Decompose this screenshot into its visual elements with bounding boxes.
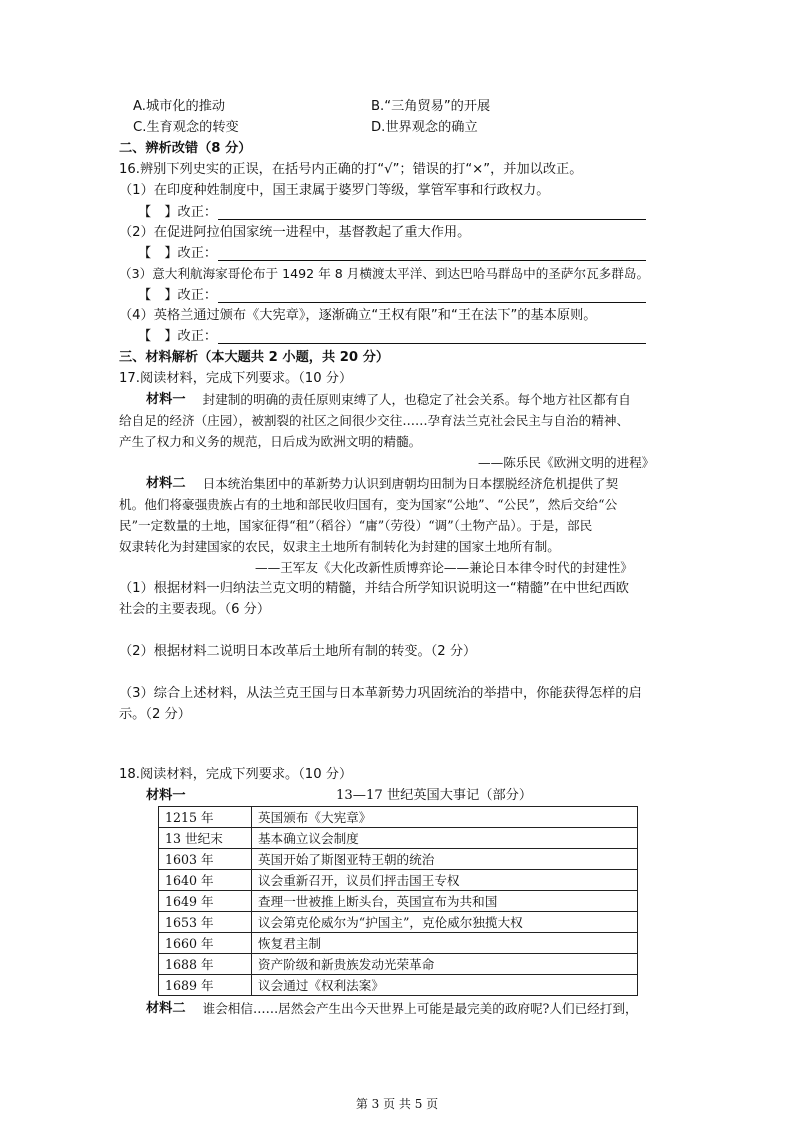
q17-stem: 17.阅读材料，完成下列要求。（10 分） bbox=[119, 371, 353, 386]
q17-material1-line3: 产生了权力和义务的规范，日后成为欧洲文明的精髓。 bbox=[119, 434, 422, 449]
q16-stem: 16.辨别下列史实的正误，在括号内正确的打“√”；错误的打“×”，并加以改正。 bbox=[119, 162, 583, 177]
q17-material1-line1: 封建制的明确的责任原则束缚了人，也稳定了社会关系。每个地方社区都有自 bbox=[190, 392, 631, 407]
table-row bbox=[159, 912, 638, 933]
q18-table-title: 13—17 世纪英国大事记（部分） bbox=[336, 788, 533, 803]
q16-item-4: （4）英格兰通过颁布《大宪章》，逐渐确立“王权有限”和“王在法下”的基本原则。 bbox=[119, 308, 597, 323]
table-row bbox=[159, 870, 638, 891]
q17-material2-line4: 奴隶转化为封建国家的农民，奴隶主土地所有制转化为封建的国家土地所有制。 bbox=[119, 539, 560, 554]
events-table bbox=[158, 806, 638, 996]
event-description: 英国颁布《大宪章》 bbox=[252, 807, 638, 828]
event-year: 1688 年 bbox=[159, 954, 252, 975]
q18-material1-label: 材料一 bbox=[146, 788, 186, 803]
option-b: B.“三角贸易”的开展 bbox=[371, 99, 491, 114]
q18-material2-line1: 谁会相信……居然会产生出今天世界上可能是最完美的政府呢?人们已经打到， bbox=[190, 1001, 638, 1016]
correction-blank-1[interactable] bbox=[218, 219, 646, 220]
option-d: D.世界观念的确立 bbox=[371, 120, 478, 135]
events-table-body bbox=[159, 807, 638, 996]
q16-item-1: （1）在印度种姓制度中，国王隶属于婆罗门等级，掌管军事和行政权力。 bbox=[119, 183, 550, 198]
table-row bbox=[159, 891, 638, 912]
table-row bbox=[159, 828, 638, 849]
event-description: 基本确立议会制度 bbox=[252, 828, 638, 849]
q17-material2-source: ——王军友《大化改新性质博弈论——兼论日本律令时代的封建性》 bbox=[255, 560, 633, 575]
q16-item-3: （3）意大利航海家哥伦布于 1492 年 8 月横渡太平洋、到达巴哈马群岛中的圣萨尔瓦多群岛。 bbox=[119, 266, 650, 281]
event-description: 恢复君主制 bbox=[252, 933, 638, 954]
correction-label-3: 【 】改正： bbox=[138, 288, 218, 303]
q17-material2-line3: 民”一定数量的土地，国家征得“租”（稻谷）“庸”（劳役）“调”（土物产品）。于是，部民 bbox=[119, 518, 593, 533]
event-year: 1689 年 bbox=[159, 975, 252, 996]
table-row bbox=[159, 807, 638, 828]
event-description: 议会第克伦威尔为“护国主”，克伦威尔独揽大权 bbox=[252, 912, 638, 933]
q17-material2-line1: 日本统治集团中的革新势力认识到唐朝均田制为日本摆脱经济危机提供了契 bbox=[190, 476, 619, 491]
q17-question1-line2: 社会的主要表现。（6 分） bbox=[119, 602, 271, 617]
option-c: C.生育观念的转变 bbox=[133, 120, 239, 135]
table-row bbox=[159, 954, 638, 975]
event-year: 13 世纪末 bbox=[159, 828, 252, 849]
correction-label-2: 【 】改正： bbox=[138, 246, 218, 261]
event-year: 1603 年 bbox=[159, 849, 252, 870]
q17-material1-label: 材料一 bbox=[146, 392, 186, 407]
event-year: 1640 年 bbox=[159, 870, 252, 891]
q17-material1-line2: 给自足的经济（庄园），被割裂的社区之间很少交往……孕育法兰克社会民主与自治的精神、 bbox=[119, 413, 630, 428]
event-description: 资产阶级和新贵族发动光荣革命 bbox=[252, 954, 638, 975]
correction-blank-2[interactable] bbox=[218, 260, 646, 261]
event-description: 英国开始了斯图亚特王朝的统治 bbox=[252, 849, 638, 870]
table-row bbox=[159, 975, 638, 996]
event-year: 1649 年 bbox=[159, 891, 252, 912]
q17-material2-label: 材料二 bbox=[146, 476, 186, 491]
table-row bbox=[159, 933, 638, 954]
q17-question1-line1: （1）根据材料一归纳法兰克文明的精髓，并结合所学知识说明这一“精髓”在中世纪西欧 bbox=[119, 581, 629, 596]
event-year: 1653 年 bbox=[159, 912, 252, 933]
q17-question3-line2: 示。（2 分） bbox=[119, 707, 191, 722]
page-footer: 第 3 页 共 5 页 bbox=[355, 1097, 439, 1111]
event-description: 议会通过《权利法案》 bbox=[252, 975, 638, 996]
event-description: 议会重新召开，议员们抨击国王专权 bbox=[252, 870, 638, 891]
correction-blank-4[interactable] bbox=[218, 343, 646, 344]
event-description: 查理一世被推上断头台，英国宣布为共和国 bbox=[252, 891, 638, 912]
correction-label-1: 【 】改正： bbox=[138, 205, 218, 220]
event-year: 1215 年 bbox=[159, 807, 252, 828]
q17-material1-source: ——陈乐民《欧洲文明的进程》 bbox=[478, 455, 655, 470]
q17-question3-line1: （3）综合上述材料，从法兰克王国与日本革新势力巩固统治的举措中，你能获得怎样的启 bbox=[119, 686, 642, 701]
table-row bbox=[159, 849, 638, 870]
section2-heading: 二、辨析改错（8 分） bbox=[119, 141, 252, 156]
correction-label-4: 【 】改正： bbox=[138, 329, 218, 344]
event-year: 1660 年 bbox=[159, 933, 252, 954]
option-a: A.城市化的推动 bbox=[133, 99, 226, 114]
q16-item-2: （2）在促进阿拉伯国家统一进程中，基督教起了重大作用。 bbox=[119, 225, 471, 240]
correction-blank-3[interactable] bbox=[218, 302, 646, 303]
q18-material2-label: 材料二 bbox=[146, 1001, 186, 1016]
q17-material2-line2: 机。他们将豪强贵族占有的土地和部民收归国有，变为国家“公地”、“公民”，然后交给“公 bbox=[119, 497, 618, 512]
section3-heading: 三、材料解析（本大题共 2 小题，共 20 分） bbox=[119, 350, 390, 365]
q17-question2: （2）根据材料二说明日本改革后土地所有制的转变。（2 分） bbox=[119, 644, 477, 659]
q18-stem: 18.阅读材料，完成下列要求。（10 分） bbox=[119, 767, 353, 782]
